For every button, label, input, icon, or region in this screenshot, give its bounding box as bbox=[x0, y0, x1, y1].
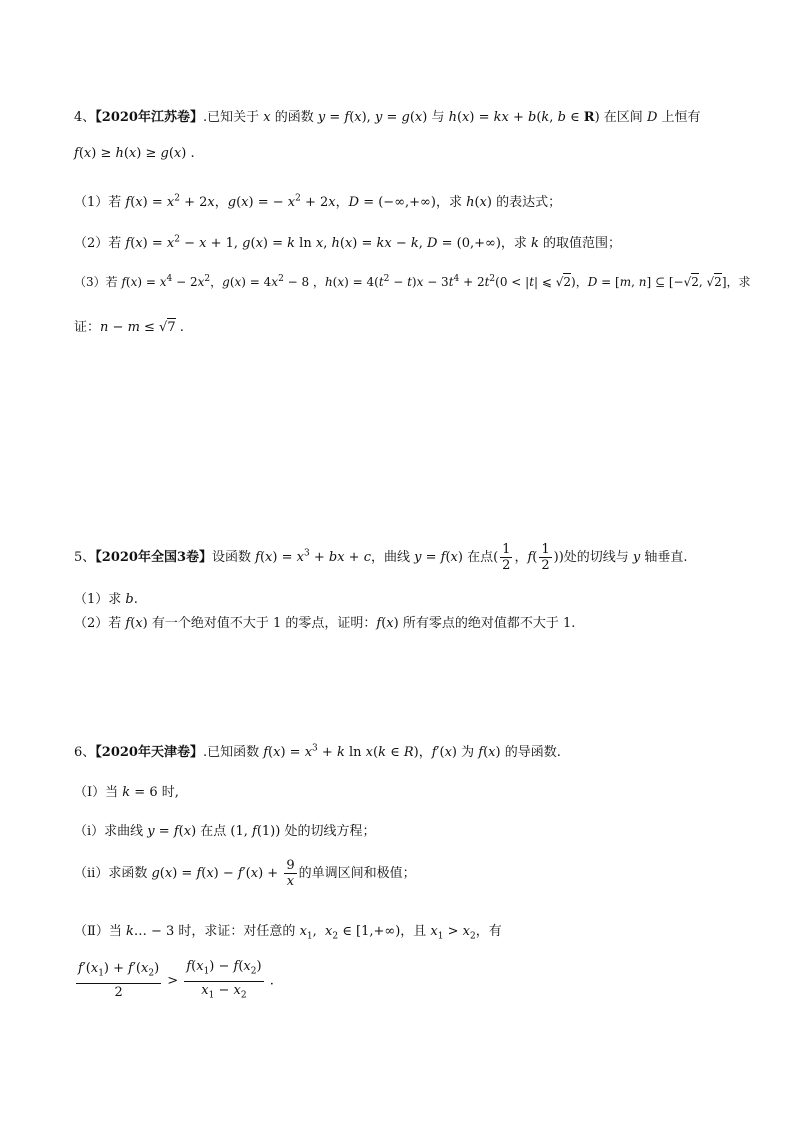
problem-6-stem: 6、【2020年天津卷】.已知函数 $f(x) = x^3 + k$ ln x(k ∈ R)，f′(x) 为 f(x) 的导函数. bbox=[74, 743, 561, 760]
problem-6-number: 6、 bbox=[74, 745, 96, 760]
problem-4-part-2: （2）若 $f(x) = x^2 - x + 1$, g(x) = k ln x, h(x) = kx − k, D = (0,+∞)，求 k 的取值范围； bbox=[74, 234, 622, 251]
problem-4-number: 4、 bbox=[74, 110, 96, 125]
problem-6-part-I: （Ⅰ）当 k = 6 时, bbox=[74, 785, 179, 800]
problem-4-source: 【2020年江苏卷】 bbox=[95, 110, 203, 125]
problem-5-stem: 5、【2020年全国3卷】设函数 $f(x) = x^3$ + bx + c，曲线 y = f(x) 在点( $\frac{1}{2}$ ，f( $\frac{1}{2}$ ))处的切线与 y 轴垂直. bbox=[74, 542, 688, 573]
problem-5-source: 【2020年全国3卷】 bbox=[95, 550, 213, 565]
problem-4-part-3: （3）若 $f(x) = x^4 - 2x^2$，$g(x) = 4x^2 - 8$ ，$h(x) = 4(t^2 - t)x - 3t^4 + 2t^2(0 < |t|$ ⩽ √2)，D = [m, n] ⊆ [−√2, √2]，求 bbox=[74, 274, 751, 289]
problem-6-part-I-i: （i）求曲线 y = f(x) 在点 (1, f(1)) 处的切线方程； bbox=[74, 824, 376, 839]
problem-5-number: 5、 bbox=[74, 550, 96, 565]
problem-4-stem-line1: 4、【2020年江苏卷】.已知关于 x 的函数 y = f(x), y = g(x) 与 h(x) = kx + b(k, b ∈ R) 在区间 D 上恒有 bbox=[74, 110, 701, 125]
problem-5-part-1: （1）求 b. bbox=[74, 592, 138, 607]
problem-6-part-I-ii: （ii）求函数 g(x) = f(x) − f′(x) + $\frac{9}{x}$ 的单调区间和极值； bbox=[74, 858, 416, 889]
problem-4-stem-line2: f(x) ≥ h(x) ≥ g(x) . bbox=[74, 146, 195, 161]
problem-4-part-3-cont: 证：n − m ≤ √7 . bbox=[74, 320, 184, 335]
problem-6-inequality: $\frac{f'(x_1) + f'(x_2)}{2}$ > $\frac{f(x_1) - f(x_2)}{x_1 - x_2}$ . bbox=[78, 959, 274, 1001]
problem-4-part-1: （1）若 $f(x) = x^2 + 2x$，g(x) = − $x^2 + 2x$，D = (−∞,+∞)，求 h(x) 的表达式； bbox=[74, 193, 562, 210]
problem-5-part-2: （2）若 f(x) 有一个绝对值不大于 1 的零点，证明：f(x) 所有零点的绝对值都不大于 1. bbox=[74, 616, 576, 631]
problem-6-part-II: （Ⅱ）当 k… − 3 时，求证：对任意的 $x_1$, $x_2$ ∈ [1,+∞)，且 $x_1 > x_2$，有 bbox=[74, 924, 502, 942]
problem-6-source: 【2020年天津卷】 bbox=[95, 745, 203, 760]
